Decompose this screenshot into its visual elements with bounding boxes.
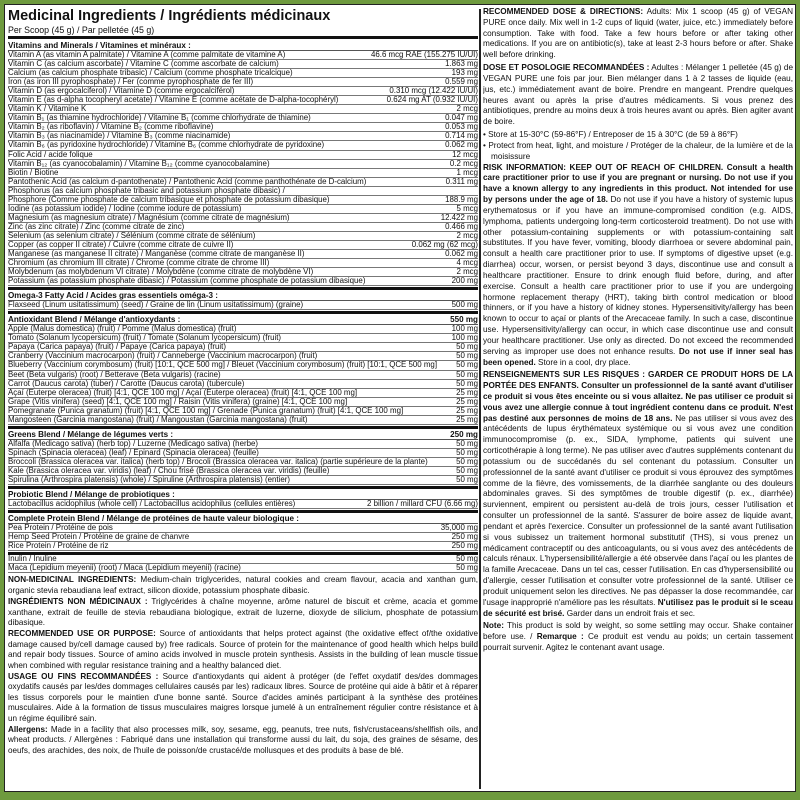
section-heading: [8, 315, 478, 325]
ingredient-amount: 2 mcg: [456, 268, 478, 277]
ingredient-name: Hemp Seed Protein / Protéine de graine de chanvre: [8, 533, 190, 542]
ingredient-section: [8, 552, 478, 573]
ingredient-name: Carrot (Daucus carota) (tuber) / Carotte (Daucus carota) (tubercule): [8, 379, 245, 388]
ingredient-row: [8, 114, 478, 123]
ingredient-row: [8, 214, 478, 223]
ingredient-name: Vitamin B₁ (as thiamine hydrochloride) / Vitamine B₁ (comme chlorhydrate de thiamine): [8, 114, 311, 123]
ingredient-name: Blueberry (Vaccinium corymbosum) (fruit) [10:1, QCE 500 mg] / Bleuet (Vaccinium corymbosum) (fruit) [10:1, QCE 500 mg]: [8, 361, 438, 370]
ingredient-row: [8, 96, 478, 105]
info-paragraph: NON-MEDICINAL INGREDIENTS: Medium-chain triglycerides, natural cookies and cream flavour, acacia and xanthan gum, organic stevia rebaudiana leaf extract, silicon dioxide, potassium phosphate dibasic.: [8, 575, 478, 595]
ingredient-section: [8, 311, 478, 425]
ingredient-amount: 5 mcg: [456, 204, 478, 213]
ingredient-amount: 50 mg: [456, 466, 478, 475]
ingredient-amount: 0.053 mg: [445, 123, 478, 132]
ingredient-row: [8, 380, 478, 389]
ingredient-row: [8, 325, 478, 334]
section-name: Complete Protein Blend / Mélange de protéines de haute valeur biologique :: [8, 514, 299, 524]
ingredient-row: [8, 277, 478, 286]
ingredient-row: [8, 223, 478, 232]
ingredient-amount: 0.466 mg: [445, 222, 478, 231]
ingredient-name: Mangosteen (Garcinia mangostana) (fruit) / Mangoustan (Garcinia mangostana) (fruit): [8, 415, 308, 424]
ingredient-row: [8, 259, 478, 268]
ingredient-name: Calcium (as calcium phosphate tribasic) / Calcium (comme phosphate tricalcique): [8, 69, 293, 78]
ingredient-amount: 25 mg: [456, 397, 478, 406]
ingredient-row: [8, 524, 478, 533]
ingredient-name: Vitamin E (as d-alpha tocopheryl acetate) / Vitamine E (comme acétate de D-alpha-tocophéryl): [8, 96, 339, 105]
ingredient-row: [8, 151, 478, 160]
ingredient-name: Vitamin B₁₂ (as cyanocobalamin) / Vitamine B₁₂ (comme cyanocobalamine): [8, 159, 270, 168]
ingredient-amount: [474, 187, 478, 195]
column-divider: [479, 9, 481, 789]
ingredient-amount: 0.310 mcg (12.422 IU/UI): [389, 87, 478, 96]
ingredient-name: Pea Protein / Protéine de pois: [8, 524, 113, 533]
ingredient-name: Flaxseed (Linum usitatissimum) (seed) / Graine de lin (Linum usitatissimum) (graine): [8, 301, 304, 310]
section-heading: [8, 430, 478, 440]
ingredient-amount: 25 mg: [456, 415, 478, 424]
ingredient-row: [8, 398, 478, 407]
ingredient-name: Selenium (as selenium citrate) / Sélénium (comme citrate de sélénium): [8, 231, 256, 240]
ingredient-name: Rice Protein / Protéine de riz: [8, 542, 109, 551]
ingredient-row: [8, 160, 478, 169]
ingredient-amount: 25 mg: [456, 388, 478, 397]
ingredient-section: [8, 486, 478, 509]
ingredient-amount: 2 mcg: [456, 105, 478, 114]
ingredient-row: [8, 564, 478, 573]
ingredient-name: Apple (Malus domestica) (fruit) / Pomme (Malus domestica) (fruit): [8, 325, 237, 334]
section-total: 550 mg: [450, 315, 478, 325]
ingredient-row: [8, 407, 478, 416]
ingredient-amount: 0.311 mg: [445, 177, 478, 186]
ingredient-name: Broccoli (Brassica oleracea var. italica) (herb top) / Brocoli (Brassica oleracea var. italica) (partie supérieure de la plante): [8, 457, 428, 466]
ingredient-amount: 0.559 mg: [445, 78, 478, 87]
ingredient-row: [8, 241, 478, 250]
ingredient-amount: 188.9 mg: [445, 195, 478, 204]
dose-en: RECOMMENDED DOSE & DIRECTIONS: Adults: Mix 1 scoop (45 g) of VEGAN PURE once daily. Mix well in 1-2 cups of liquid (water, juice, etc.) immediately before consumption. Take with food. Take a few hours before or after taking other medications. If you are on antibiotic(s), take at least 2-3 hours before or after. Shake well before drinking.: [483, 7, 793, 60]
ingredient-row: [8, 449, 478, 458]
dose-fr: DOSE ET POSOLOGIE RECOMMANDÉES : Adultes : Mélanger 1 pelletée (45 g) de VEGAN PURE une fois par jour. Bien mélanger dans 1 à 2 tasses de liquide (eau, jus, etc.) immédiatement avant de boire. Prendre en mangeant. Prendre quelques heures avant ou après la prise d'autres médicaments. Si vous prenez des antibiotiques, prendre au moins deux à trois heures avant ou après. Bien agiter avant de boire.: [483, 63, 793, 127]
ingredient-row: [8, 334, 478, 343]
ingredient-row: [8, 196, 478, 205]
ingredient-name: Folic Acid / acide folique: [8, 150, 93, 159]
ingredient-amount: 200 mg: [451, 277, 478, 286]
ingredient-name: Vitamin A (as vitamin A palmitate) / Vitamine A (comme palmitate de vitamine A): [8, 51, 286, 59]
ingredient-name: Pomegranate (Punica granatum) (fruit) [4:1, QCE 100 mg] / Grenade (Punica granatum) (fruit) [4:1, QCE 100 mg]: [8, 406, 404, 415]
section-name: Antioxidant Blend / Mélange d'antioxydants :: [8, 315, 181, 325]
ingredient-name: Molybdenum (as molybdenum VI citrate) / Molybdène (comme citrate de molybdène VI): [8, 268, 314, 277]
ingredient-amount: 50 mg: [456, 343, 478, 352]
ingredient-amount: 50 mg: [456, 555, 478, 564]
ingredient-amount: 50 mg: [456, 439, 478, 448]
ingredient-row: [8, 69, 478, 78]
ingredient-amount: 100 mg: [451, 325, 478, 334]
ingredient-amount: 0.714 mg: [445, 132, 478, 141]
ingredient-name: Biotin / Biotine: [8, 168, 59, 177]
ingredient-amount: 0.047 mg: [445, 114, 478, 123]
ingredient-row: [8, 250, 478, 259]
ingredient-row: [8, 416, 478, 425]
directions-column: [483, 7, 793, 791]
ingredient-row: [8, 232, 478, 241]
ingredient-section: [8, 426, 478, 485]
ingredient-amount: 250 mg: [451, 533, 478, 542]
ingredient-row: [8, 542, 478, 551]
ingredient-amount: 0.062 mg: [445, 250, 478, 259]
ingredient-amount: 100 mg: [451, 334, 478, 343]
ingredient-amount: 50 mg: [456, 352, 478, 361]
ingredient-name: Vitamin C (as calcium ascorbate) / Vitamine C (comme ascorbate de calcium): [8, 60, 279, 69]
ingredient-name: Maca (Lepidium meyenii) (root) / Maca (Lepidium meyenii) (racine): [8, 564, 241, 573]
ingredient-name: Potassium (as potassium phosphate dibasic) / Potassium (comme phosphate de potassium dibasique): [8, 277, 366, 286]
ingredient-name: Papaya (Carica papaya) (fruit) / Papaye (Carica papaya) (fruit): [8, 343, 226, 352]
section-name: Greens Blend / Mélange de légumes verts :: [8, 429, 174, 439]
ingredient-row: [8, 87, 478, 96]
ingredient-name: Vitamin K / Vitamine K: [8, 105, 87, 114]
ingredient-name: Vitamin D (as ergocalciferol) / Vitamine D (comme ergocalciférol): [8, 87, 235, 96]
ingredient-amount: 50 mg: [456, 448, 478, 457]
ingredient-amount: 250 mg: [451, 542, 478, 551]
risk-en: RISK INFORMATION: KEEP OUT OF REACH OF CHILDREN. Consult a health care practitioner prior to use if you are pregnant or nursing. Do not use if you have a known allergy to any ingredients in this product. Not intended for use by persons under the age of 18. Do not use if you have a history of systemic lupus erythematosus or if you have an immune-compromised condition (e.g. AIDS, lymphoma, patients undergoing long-term corticosteroid treatment). Do not use with other potassium-containing supplements or with potassium-containing salt substitutes. If you have fever, vomiting, bloody diarrhoea or severe abdominal pain, consult a health care practitioner prior to use. If symptoms of digestive upset (e.g. diarrhea) occur, worsen, or persist beyond 3 days, discontinue use and consult a healthcare practitioner. Ensure to drink enough fluid before, during, and after exercise. Consult a health care practitioner prior to use if you are undergoing hormone replacement therapy (HRT), taking birth control medication or blood thinners, or if you have a history of kidney stones. Hypersensitivity/allergy has been known to occur to açaí or plants of the Arecaceae family. In such a case, discontinue use. Hypersensitivity/allergy can occur, in which case discontinue use and consult your healthcare practitioner. Use only as directed. Do not exceed the recommended serving as improper use does not enhance results. Do not use if inner seal has been opened. Store in a cool, dry place.: [483, 162, 793, 367]
ingredient-section: [8, 287, 478, 310]
ingredient-name: Zinc (as zinc citrate) / Zinc (comme citrate de zinc): [8, 222, 185, 231]
store-bullet: • Store at 15-30°C (59-86°F) / Entreposer de 15 à 30°C (de 59 à 86°F): [483, 130, 738, 140]
ingredient-name: Iodine (as potassium iodide) / Iodine (comme iodure de potassium): [8, 204, 242, 213]
section-heading: [8, 291, 478, 301]
protect-bullet: • Protect from heat, light, and moisture / Protéger de la chaleur, de la lumière et de la moisissure: [483, 140, 793, 161]
ingredient-name: Phosphore (Comme phosphate de calcium tribasique et phosphate de potassium dibasique): [8, 195, 330, 204]
ingredient-row: [8, 301, 478, 310]
ingredient-name: Alfalfa (Medicago sativa) (herb top) / Luzerne (Medicago sativa) (herbe): [8, 439, 258, 448]
ingredient-section: [8, 510, 478, 551]
risk-fr: RENSEIGNEMENTS SUR LES RISQUES : GARDER CE PRODUIT HORS DE LA PORTÉE DES ENFANTS. Consulter un professionnel de la santé avant d'utiliser ce produit si vous êtes enceinte ou si vous allaitez. Ne pas utiliser ce produit si vous avez une allergie connue à tout ingrédient contenu dans ce produit. N'est pas destiné aux personnes de moins de 18 ans. Ne pas utiliser si vous avez des antécédents de lupus érythémateux systémique ou si vous avez une condition immunocompromise (p. ex., SIDA, lymphome, patients qui suivent une corticothérapie à long terme). Ne pas utiliser avec d'autres suppléments contenant du potassium ou de succédanés du sel contenant du potassium. Consulter un professionnel de la santé avant d'utiliser ce produit si vous éprouvez des symptômes comme de la fièvre, des vomissements, de la diarrhée sanglante ou des douleurs abdominales graves. Si des symptômes de trouble digestif (p. ex., diarrhée) surviennent, empirent ou persistent au-delà de trois jours, cesser l'utilisation et consulter un professionnel de la santé. S'assurer de boire assez de liquide avant, pendant et après l'exercice. Consulter un professionnel de la santé avant l'utilisation si vous subissez un traitement hormonal substitutif (THS), si vous prenez un médicament contraceptif ou des anticoagulants, ou si vous avez des antécédents de calculs rénaux. L'hypersensibilité/allergie a été observée dans l'açaí ou les plantes de la famille Arecaceae. Dans un tel cas, cesser l'utilisation. En cas d'hypersensibilité ou d'allergie, cesser l'utilisation et consulter votre professionnel de la santé. Utiliser ce produit uniquement selon les directives. Ne pas dépasser la dose recommandée, car l'usage inapproprié n'améliore pas les résultats. N'utilisez pas le produit si le sceau de sécurité est brisé. Garder dans un endroit frais et sec.: [483, 370, 793, 618]
ingredient-row: [8, 343, 478, 352]
section-total: 250 mg: [450, 429, 478, 439]
ingredient-row: [8, 500, 478, 509]
ingredient-amount: 1 mcg: [456, 168, 478, 177]
ingredient-row: [8, 123, 478, 132]
ingredient-name: Beet (Beta vulgaris) (root) / Betterave (Beta vulgaris) (racine): [8, 370, 221, 379]
ingredient-amount: 0.624 mg AT (0.932 IU/UI): [386, 96, 478, 105]
ingredient-name: Manganese (as manganese II citrate) / Manganèse (comme citrate de manganèse II): [8, 250, 305, 259]
ingredient-name: Grape (Vitis vinifera) (seed) [4:1, QCE 100 mg] / Raisin (Vitis vinifera) (graine) [4:1, QCE 100 mg]: [8, 397, 348, 406]
ingredient-row: [8, 440, 478, 449]
ingredient-row: [8, 268, 478, 277]
ingredient-row: [8, 105, 478, 114]
left-text-block: [8, 575, 478, 756]
section-heading: [8, 490, 478, 500]
ingredient-name: Copper (as copper II citrate) / Cuivre (comme citrate de cuivre II): [8, 240, 234, 249]
ingredient-name: Vitamin B₂ (as riboflavin) / Vitamine B₂ (comme riboflavine): [8, 123, 214, 132]
ingredient-amount: 12 mcg: [452, 150, 478, 159]
ingredient-row: [8, 141, 478, 150]
label-panel: [4, 4, 796, 792]
ingredient-name: Açaí (Euterpe oleracea) (fruit) [4:1, QCE 100 mg] / Açaí (Euterpe oleracea) (fruit) [4:1, QCE 100 mg]: [8, 388, 358, 397]
section-name: Probiotic Blend / Mélange de probiotiques :: [8, 490, 175, 500]
ingredient-row: [8, 533, 478, 542]
ingredient-amount: 500 mg: [451, 301, 478, 310]
ingredient-section: [8, 41, 478, 286]
per-scoop: Per Scoop (45 g) / Par pelletée (45 g): [8, 25, 478, 39]
ingredient-row: [8, 371, 478, 380]
ingredient-amount: 50 mg: [456, 564, 478, 573]
ingredient-row: [8, 352, 478, 361]
ingredient-row: [8, 476, 478, 485]
ingredient-amount: 50 mg: [456, 370, 478, 379]
section-heading: [8, 514, 478, 524]
ingredient-name: Vitamin B₃ (as niacinamide) / Vitamine B₃ (comme niacinamide): [8, 132, 231, 141]
ingredient-amount: 12.422 mg: [440, 213, 478, 222]
ingredient-amount: 50 mg: [456, 379, 478, 388]
ingredient-amount: 50 mg: [456, 361, 478, 370]
ingredient-row: [8, 458, 478, 467]
ingredient-name: Tomato (Solanum lycopersicum) (fruit) / Tomate (Solanum lycopersicum) (fruit): [8, 334, 282, 343]
ingredient-name: Phosphorus (as calcium phosphate tribasic and potassium phosphate dibasic) /: [8, 186, 285, 195]
ingredient-sections: [8, 41, 478, 573]
note: Note: This product is sold by weight, so some settling may occur. Shake container before use. / Remarque : Ce produit est vendu au poids; un certain tassement pourrait survenir. Agitez le contenant avant usage.: [483, 621, 793, 653]
ingredient-name: Pantothenic Acid (as calcium d-pantothenate) / Pantothenic Acid (comme panthothénate de D-calcium): [8, 177, 367, 186]
info-paragraph: USAGE OU FINS RECOMMANDÉES : Source d'antioxydants qui aident à protéger (de l'effet oxydatif des/des dommages oxydatifs causés par les/des dommages cellulaires causés par les) radicaux libres. Source de protéine qui aide à bâtir et à réparer les tissus corporels pour le maintien d'une bonne santé. Source d'acides aminés participant à la synthèse des protéines musculaires. Aide à la formation de tissus musculaires maigres lorsque jumelé à un entraînement régulier contre résistance et à un régime équilibré sain.: [8, 671, 478, 723]
ingredient-row: [8, 178, 478, 187]
ingredient-amount: 0.2 mcg: [449, 159, 478, 168]
ingredient-name: Iron (as iron III pyrophosphate) / Fer (comme pyrophosphate de fer III): [8, 78, 254, 87]
ingredient-name: Spirulina (Arthrospira platensis) (whole) / Spiruline (Arthrospira platensis) (entier): [8, 475, 290, 484]
ingredient-amount: 0.062 mg (62 mcg): [411, 240, 478, 249]
section-heading: [8, 41, 478, 51]
ingredient-amount: 25 mg: [456, 406, 478, 415]
medicinal-ingredients-column: [8, 7, 478, 791]
ingredient-amount: 50 mg: [456, 475, 478, 484]
ingredient-row: [8, 555, 478, 564]
ingredient-row: [8, 78, 478, 87]
info-paragraph: Allergens: Made in a facility that also processes milk, soy, sesame, egg, peanuts, tree nuts, fish/crustaceans/shellfish oils, and wheat products. / Allergènes : Fabriqué dans une installation qui transforme aussi du lait, du soja, des graines de sésame, des oeufs, des arachides, des noix, de l'huile de poisson/de crustacé/de mollusques et des produits à base de blé.: [8, 724, 478, 755]
ingredient-row: [8, 60, 478, 69]
ingredient-name: Lactobacillus acidophilus (whole cell) / Lactobacillus acidophilus (cellules entières): [8, 500, 296, 509]
ingredient-amount: 50 mg: [456, 457, 478, 466]
ingredient-amount: 46.6 mcg RAE (155.275 IU/UI): [370, 51, 478, 59]
info-paragraph: RECOMMENDED USE OR PURPOSE: Source of antioxidants that helps protect against (the oxidative effect of/the oxidative damage caused by/cell damage caused by) free radicals. Source of protein for the maintenance of good health which helps build and repair body tissues. Source of amino acids involved in muscle protein synthesis. Assists in the building of lean muscle tissue when combined with regular resistance training and a healthy balanced diet.: [8, 629, 478, 670]
ingredient-name: Magnesium (as magnesium citrate) / Magnésium (comme citrate de magnésium): [8, 213, 290, 222]
section-name: Vitamins and Minerals / Vitamines et minéraux :: [8, 41, 191, 50]
ingredient-row: [8, 467, 478, 476]
section-name: Omega-3 Fatty Acid / Acides gras essentiels oméga-3 :: [8, 291, 218, 301]
ingredient-row: [8, 132, 478, 141]
ingredient-amount: 2 billion / millard CFU (6.66 mg): [367, 500, 478, 509]
ingredient-amount: 35,000 mg: [440, 524, 478, 533]
ingredient-row: [8, 169, 478, 178]
ingredient-row: [8, 51, 478, 60]
ingredient-amount: 1.863 mg: [445, 60, 478, 69]
panel-title: Medicinal Ingredients / Ingrédients médicinaux: [8, 8, 331, 24]
ingredient-name: Kale (Brassica oleracea var. viridis) (leaf) / Chou frisé (Brassica oleracea var. viridis) (feuille): [8, 466, 330, 475]
ingredient-row: [8, 361, 478, 370]
ingredient-amount: 193 mg: [451, 69, 478, 78]
ingredient-row: [8, 187, 478, 196]
ingredient-amount: 2 mcg: [456, 231, 478, 240]
ingredient-name: Inulin / Inuline: [8, 555, 57, 564]
ingredient-name: Cranberry (Vaccinium macrocarpon) (fruit) / Canneberge (Vaccinium macrocarpon) (fruit): [8, 352, 318, 361]
info-paragraph: INGRÉDIENTS NON MÉDICINAUX : Triglycérides à chaîne moyenne, arôme naturel de biscuit et crème, acacia et gomme xanthane, extrait de feuille de stevia rebaudiana biologique, extrait de luzerne, dioxyde de silicium, phosphate de potassium dibasique.: [8, 597, 478, 627]
ingredient-amount: 4 mcg: [456, 259, 478, 268]
ingredient-name: Spinach (Spinacia oleracea) (leaf) / Épinard (Spinacia oleracea) (feuille): [8, 448, 259, 457]
ingredient-name: Chromium (as chromium III citrate) / Chrome (comme citrate de chrome III): [8, 259, 270, 268]
ingredient-amount: 0.062 mg: [445, 141, 478, 150]
ingredient-row: [8, 389, 478, 398]
ingredient-name: Vitamin B₆ (as pyridoxine hydrochloride) / Vitamine B₆ (comme chlorhydrate de pyridoxine): [8, 141, 325, 150]
ingredient-row: [8, 205, 478, 214]
